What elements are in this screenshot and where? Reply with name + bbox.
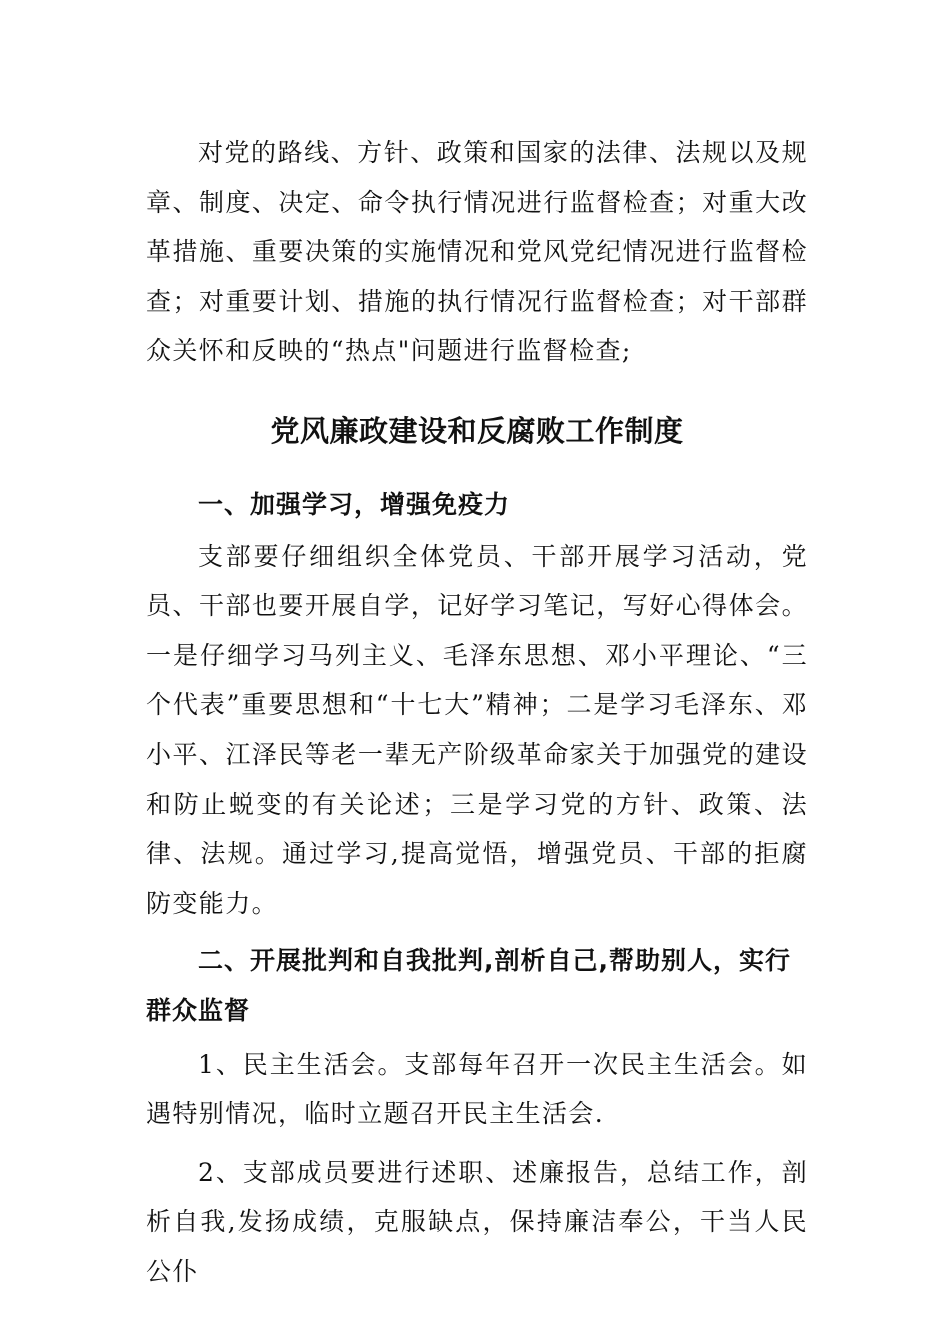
document-page <box>146 128 808 1296</box>
section-heading-1: 一、加强学习，增强免疫力 <box>198 489 511 519</box>
document-title: 党风廉政建设和反腐败工作制度 <box>270 413 684 448</box>
section-2-item-2: 2、支部成员要进行述职、述廉报告，总结工作，剖析自我,发扬成绩，克服缺点，保持廉洁奉公，干当人民公仆 <box>146 1157 808 1286</box>
intro-paragraph: 对党的路线、方针、政策和国家的法律、法规以及规章、制度、决定、命令执行情况进行监督检查；对重大改革措施、重要决策的实施情况和党风党纪情况进行监督检查；对重要计划、措施的执行情况行监督检查；对干部群众关怀和反映的“热点"问题进行监督检查; <box>146 138 808 366</box>
section-heading-2: 二、开展批判和自我批判,剖析自己,帮助别人，实行群众监督 <box>146 946 791 1025</box>
section-1-paragraph: 支部要仔细组织全体党员、干部开展学习活动，党员、干部也要开展自学，记好学习笔记，写好心得体会。一是仔细学习马列主义、毛泽东思想、邓小平理论、“三个代表”重要思想和“十七大”精神；二是学习毛泽东、邓小平、江泽民等老一辈无产阶级革命家关于加强党的建设和防止蜕变的有关论述；三是学习党的方针、政策、法律、法规。通过学习,提高觉悟，增强党员、干部的拒腐防变能力。 <box>146 541 808 918</box>
section-2-item-1: 1、民主生活会。支部每年召开一次民主生活会。如遇特别情况，临时立题召开民主生活会. <box>146 1049 808 1129</box>
